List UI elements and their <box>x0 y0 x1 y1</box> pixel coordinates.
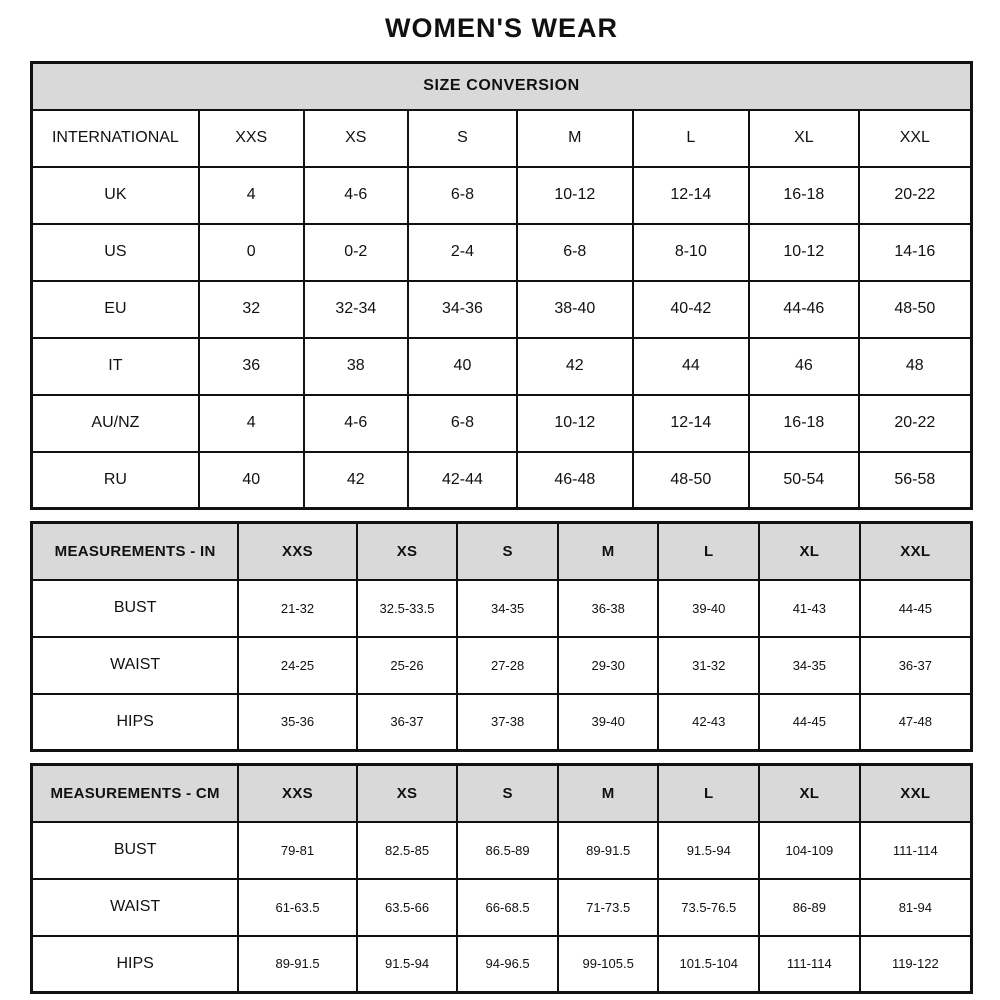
table-row <box>32 167 972 224</box>
row-label: BUST <box>32 822 239 879</box>
size_conversion-banner: SIZE CONVERSION <box>32 63 972 110</box>
cell-value: 32 <box>199 281 304 338</box>
cell-value: 40 <box>408 338 517 395</box>
cell-value: 91.5-94 <box>658 822 759 879</box>
cell-value: 6-8 <box>517 224 633 281</box>
cell-value: 94-96.5 <box>457 936 558 993</box>
cell-value: 2-4 <box>408 224 517 281</box>
size_conversion-col-header-xxs: XXS <box>199 110 304 167</box>
table-row <box>32 822 972 879</box>
cell-value: 82.5-85 <box>357 822 458 879</box>
cell-value: 104-109 <box>759 822 860 879</box>
cell-value: 40-42 <box>633 281 750 338</box>
cell-value: 4-6 <box>304 395 408 452</box>
size-conversion-table <box>30 61 973 510</box>
cell-value: 89-91.5 <box>558 822 659 879</box>
cell-value: 39-40 <box>658 580 759 637</box>
cell-value: 86.5-89 <box>457 822 558 879</box>
cell-value: 44 <box>633 338 750 395</box>
cell-value: 79-81 <box>238 822 356 879</box>
size_conversion-banner-row <box>32 63 972 110</box>
cell-value: 31-32 <box>658 637 759 694</box>
measurements_cm-col-header-xl: XL <box>759 765 860 822</box>
cell-value: 32-34 <box>304 281 408 338</box>
cell-value: 12-14 <box>633 395 750 452</box>
cell-value: 66-68.5 <box>457 879 558 936</box>
cell-value: 42-43 <box>658 694 759 751</box>
row-label: EU <box>32 281 199 338</box>
cell-value: 111-114 <box>860 822 972 879</box>
size_conversion-col-header-m: M <box>517 110 633 167</box>
measurements_in-col-header-xs: XS <box>357 523 458 580</box>
cell-value: 39-40 <box>558 694 659 751</box>
measurements_in-col-header-m: M <box>558 523 659 580</box>
measurements_cm-col-header-m: M <box>558 765 659 822</box>
cell-value: 89-91.5 <box>238 936 356 993</box>
cell-value: 38-40 <box>517 281 633 338</box>
table-row <box>32 224 972 281</box>
cell-value: 119-122 <box>860 936 972 993</box>
cell-value: 21-32 <box>238 580 356 637</box>
cell-value: 12-14 <box>633 167 750 224</box>
cell-value: 50-54 <box>749 452 859 509</box>
measurements_cm-col-header-l: L <box>658 765 759 822</box>
cell-value: 71-73.5 <box>558 879 659 936</box>
cell-value: 47-48 <box>860 694 972 751</box>
size_conversion-corner-header: INTERNATIONAL <box>32 110 199 167</box>
row-label: HIPS <box>32 694 239 751</box>
cell-value: 99-105.5 <box>558 936 659 993</box>
cell-value: 44-46 <box>749 281 859 338</box>
size_conversion-col-header-s: S <box>408 110 517 167</box>
cell-value: 46 <box>749 338 859 395</box>
cell-value: 36-37 <box>860 637 972 694</box>
measurements_cm-col-header-xxs: XXS <box>238 765 356 822</box>
table-row <box>32 694 972 751</box>
measurements_in-col-header-xxl: XXL <box>860 523 972 580</box>
row-label: RU <box>32 452 199 509</box>
cell-value: 27-28 <box>457 637 558 694</box>
cell-value: 8-10 <box>633 224 750 281</box>
measurements_cm-col-header-s: S <box>457 765 558 822</box>
cell-value: 20-22 <box>859 395 972 452</box>
cell-value: 46-48 <box>517 452 633 509</box>
row-label: BUST <box>32 580 239 637</box>
cell-value: 42-44 <box>408 452 517 509</box>
cell-value: 44-45 <box>759 694 860 751</box>
cell-value: 111-114 <box>759 936 860 993</box>
measurements_cm-col-header-xs: XS <box>357 765 458 822</box>
measurements_cm-col-header-xxl: XXL <box>860 765 972 822</box>
cell-value: 0 <box>199 224 304 281</box>
row-label: WAIST <box>32 879 239 936</box>
cell-value: 4 <box>199 167 304 224</box>
cell-value: 29-30 <box>558 637 659 694</box>
cell-value: 36-38 <box>558 580 659 637</box>
cell-value: 41-43 <box>759 580 860 637</box>
cell-value: 6-8 <box>408 395 517 452</box>
size_conversion-col-header-xl: XL <box>749 110 859 167</box>
size_conversion-col-header-xs: XS <box>304 110 408 167</box>
measurements-cm-table <box>30 763 973 994</box>
table-row <box>32 637 972 694</box>
row-label: US <box>32 224 199 281</box>
cell-value: 4-6 <box>304 167 408 224</box>
cell-value: 10-12 <box>749 224 859 281</box>
cell-value: 16-18 <box>749 167 859 224</box>
row-label: AU/NZ <box>32 395 199 452</box>
cell-value: 48-50 <box>859 281 972 338</box>
cell-value: 101.5-104 <box>658 936 759 993</box>
cell-value: 42 <box>304 452 408 509</box>
measurements-in-table <box>30 521 973 752</box>
cell-value: 20-22 <box>859 167 972 224</box>
cell-value: 4 <box>199 395 304 452</box>
measurements_in-header-row <box>32 523 972 580</box>
cell-value: 38 <box>304 338 408 395</box>
cell-value: 32.5-33.5 <box>357 580 458 637</box>
measurements_cm-corner-header: MEASUREMENTS - CM <box>32 765 239 822</box>
size_conversion-header-row <box>32 110 972 167</box>
table-row <box>32 338 972 395</box>
cell-value: 10-12 <box>517 395 633 452</box>
measurements_in-corner-header: MEASUREMENTS - IN <box>32 523 239 580</box>
row-label: HIPS <box>32 936 239 993</box>
table-row <box>32 936 972 993</box>
cell-value: 44-45 <box>860 580 972 637</box>
cell-value: 35-36 <box>238 694 356 751</box>
table-row <box>32 395 972 452</box>
cell-value: 34-35 <box>759 637 860 694</box>
cell-value: 61-63.5 <box>238 879 356 936</box>
measurements_in-col-header-l: L <box>658 523 759 580</box>
measurements_in-col-header-s: S <box>457 523 558 580</box>
measurements_cm-header-row <box>32 765 972 822</box>
measurements_in-col-header-xxs: XXS <box>238 523 356 580</box>
table-row <box>32 879 972 936</box>
cell-value: 86-89 <box>759 879 860 936</box>
cell-value: 24-25 <box>238 637 356 694</box>
cell-value: 6-8 <box>408 167 517 224</box>
cell-value: 37-38 <box>457 694 558 751</box>
cell-value: 34-36 <box>408 281 517 338</box>
row-label: UK <box>32 167 199 224</box>
cell-value: 91.5-94 <box>357 936 458 993</box>
table-row <box>32 281 972 338</box>
cell-value: 48-50 <box>633 452 750 509</box>
row-label: WAIST <box>32 637 239 694</box>
page-title: WOMEN'S WEAR <box>385 13 618 43</box>
cell-value: 36 <box>199 338 304 395</box>
cell-value: 63.5-66 <box>357 879 458 936</box>
cell-value: 73.5-76.5 <box>658 879 759 936</box>
cell-value: 36-37 <box>357 694 458 751</box>
cell-value: 81-94 <box>860 879 972 936</box>
cell-value: 0-2 <box>304 224 408 281</box>
table-row <box>32 452 972 509</box>
cell-value: 14-16 <box>859 224 972 281</box>
row-label: IT <box>32 338 199 395</box>
measurements_in-col-header-xl: XL <box>759 523 860 580</box>
cell-value: 56-58 <box>859 452 972 509</box>
size_conversion-col-header-l: L <box>633 110 750 167</box>
table-row <box>32 580 972 637</box>
size_conversion-col-header-xxl: XXL <box>859 110 972 167</box>
cell-value: 10-12 <box>517 167 633 224</box>
cell-value: 25-26 <box>357 637 458 694</box>
cell-value: 40 <box>199 452 304 509</box>
cell-value: 48 <box>859 338 972 395</box>
cell-value: 16-18 <box>749 395 859 452</box>
cell-value: 34-35 <box>457 580 558 637</box>
cell-value: 42 <box>517 338 633 395</box>
